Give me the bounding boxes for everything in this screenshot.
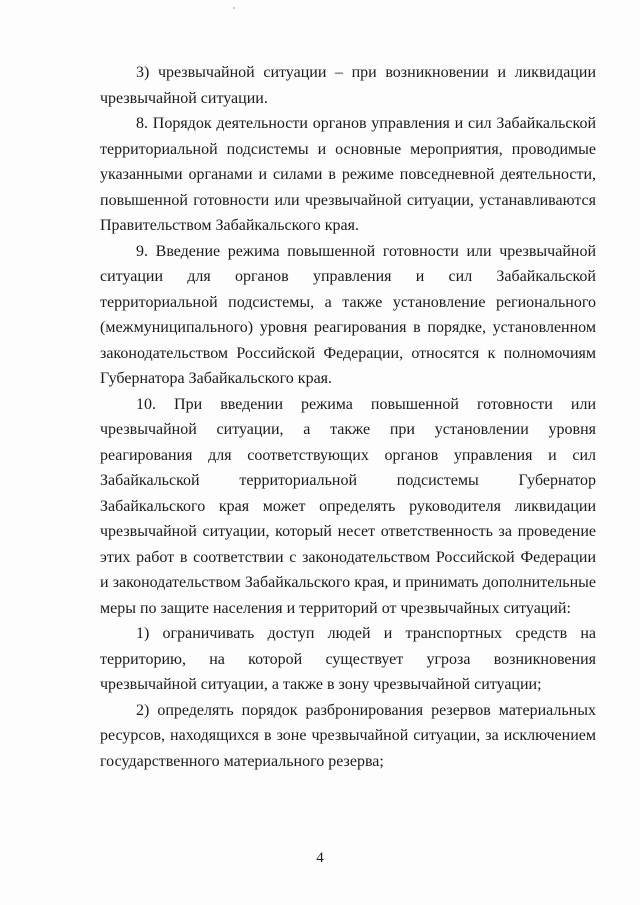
paragraph-subitem-1: 1) ограничивать доступ людей и транспортных средств на территорию, на которой существует угроза возникновения чрезвычайной ситуации, а также в зону чрезвычайной ситуации; — [100, 625, 596, 693]
document-body — [100, 60, 596, 774]
paragraph-9: 9. Введение режима повышенной готовности или чрезвычайной ситуации для органов управления и сил Забайкальской территориальной подсистемы, а также установление регионального (межмуниципального) уровня реагирования в порядке, установленном законодательством Российской Федерации, относятся к полномочиям Губернатора Забайкальского края. — [100, 242, 596, 387]
paragraph-subitem-2: 2) определять порядок разбронирования резервов материальных ресурсов, находящихся в зоне чрезвычайной ситуации, за исключением государственного материального резерва; — [100, 701, 596, 770]
paragraph-item-3: 3) чрезвычайной ситуации – при возникновении и ликвидации чрезвычайной ситуации. — [100, 64, 596, 107]
page-number: 4 — [316, 850, 324, 866]
paragraph-10: 10. При введении режима повышенной готовности или чрезвычайной ситуации, а также при установлении уровня реагирования для соответствующих органов управления и сил Забайкальской территориальной подсистемы Губернатор Забайкальского края может определять руководителя ликвидации чрезвычайной ситуации, который несет ответственность за проведение этих работ в соответствии с законодательством Российской Федерации и законодательством Забайкальского края, и принимать дополнительные меры по защите населения и территорий от чрезвычайных ситуаций: — [100, 395, 596, 617]
paragraph-8: 8. Порядок деятельности органов управления и сил Забайкальской территориальной подсистемы и основные мероприятия, проводимые указанными органами и силами в режиме повседневной деятельности, повышенной готовности или чрезвычайной ситуации, устанавливаются Правительством Забайкальского края. — [100, 115, 596, 234]
scan-artifact — [233, 7, 235, 9]
